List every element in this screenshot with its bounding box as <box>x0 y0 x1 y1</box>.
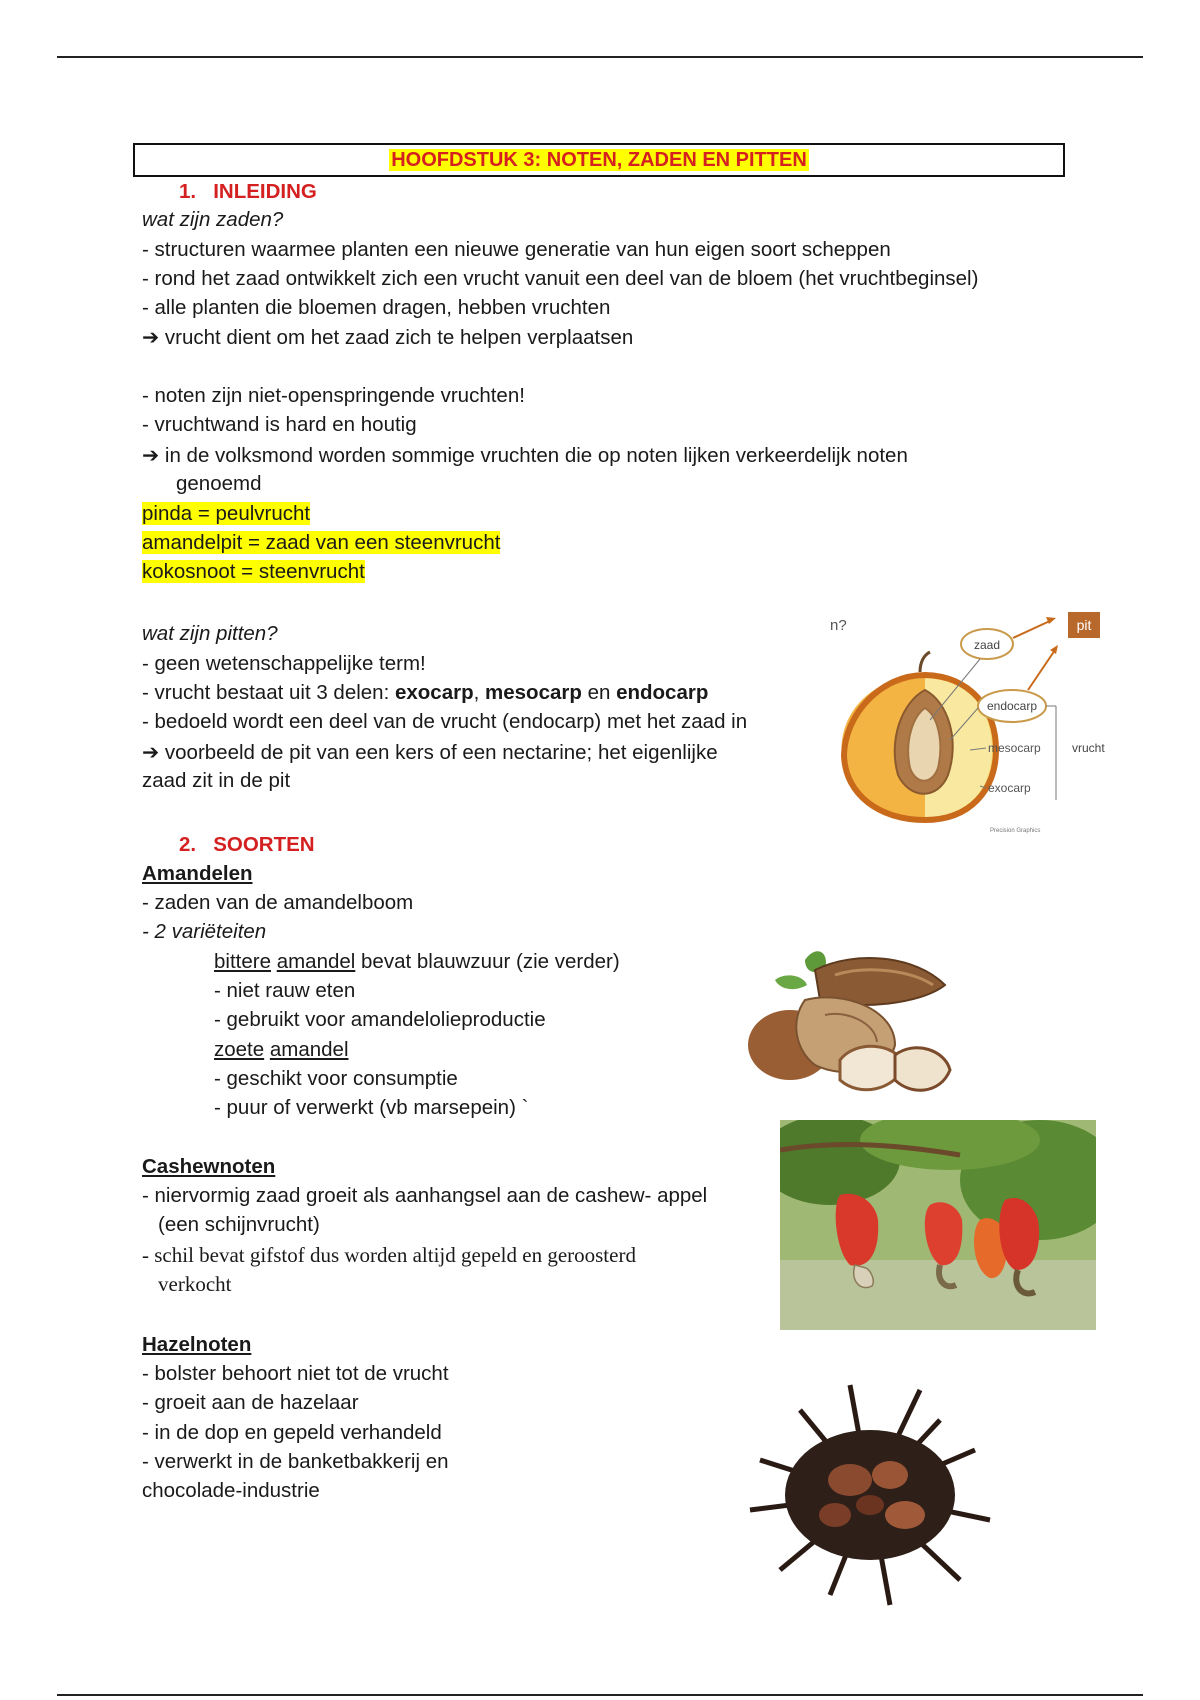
section-1-heading <box>179 180 317 204</box>
text-line: - 2 variëteiten <box>142 920 267 943</box>
text-line: - geen wetenschappelijke term! <box>142 652 426 675</box>
text-line: - zaden van de amandelboom <box>142 891 414 914</box>
text-line: chocolade-industrie <box>142 1479 320 1502</box>
section-number: 1. <box>179 180 197 203</box>
text-line: zaad zit in de pit <box>142 769 291 792</box>
subsection-hazelnoten: Hazelnoten <box>142 1333 252 1356</box>
text-span: en <box>581 681 617 704</box>
arrow-icon: ➔ <box>142 444 160 467</box>
arrow-line <box>142 740 718 765</box>
highlight-line <box>142 502 310 526</box>
chapter-title: HOOFDSTUK 3: NOTEN, ZADEN EN PITTEN <box>391 149 807 171</box>
text-line: - schil bevat gifstof dus worden altijd gepeld en geroosterd <box>142 1243 636 1267</box>
text-line <box>142 681 708 705</box>
text-line: (een schijnvrucht) <box>158 1213 320 1236</box>
highlight-text: pinda = peulvrucht <box>142 502 311 525</box>
section-title: INLEIDING <box>213 180 317 203</box>
subsection-amandelen: Amandelen <box>142 862 253 885</box>
text-line: - gebruikt voor amandelolieproductie <box>214 1008 546 1031</box>
arrow-text: vrucht dient om het zaad zich te helpen verplaatsen <box>164 326 634 349</box>
text-line: - groeit aan de hazelaar <box>142 1391 359 1414</box>
text-line: - niet rauw eten <box>214 979 356 1002</box>
highlight-line <box>142 560 365 584</box>
arrow-text: voorbeeld de pit van een kers of een nectarine; het eigenlijke <box>164 741 718 764</box>
text-line: - niervormig zaad groeit als aanhangsel aan de cashew- appel <box>142 1184 708 1207</box>
text-line: - vruchtwand is hard en houtig <box>142 413 417 436</box>
section-title: SOORTEN <box>213 833 315 856</box>
text-line: genoemd <box>176 472 262 495</box>
label-mesocarp: mesocarp <box>988 741 1041 755</box>
label-zaad: zaad <box>973 638 1001 652</box>
text-line: - verwerkt in de banketbakkerij en <box>142 1450 449 1473</box>
bold-term: mesocarp <box>485 681 582 704</box>
question-pits: wat zijn pitten? <box>142 622 278 645</box>
section-2-heading <box>179 833 315 857</box>
arrow-line <box>142 325 633 350</box>
text-line <box>214 1038 349 1062</box>
text-line: - rond het zaad ontwikkelt zich een vrucht vanuit een deel van de bloem (het vruchtbeginsel) <box>142 267 979 290</box>
fruit-anatomy-diagram <box>820 590 1120 840</box>
chapter-title-box <box>133 143 1065 177</box>
text-line: - bedoeld wordt een deel van de vrucht (endocarp) met het zaad in <box>142 710 748 733</box>
highlight-text: amandelpit = zaad van een steenvrucht <box>142 531 501 554</box>
label-vrucht: vrucht <box>1072 741 1105 755</box>
text-span: bevat blauwzuur (zie verder) <box>355 950 620 973</box>
cashew-photo <box>780 1120 1096 1330</box>
text-line: verkocht <box>158 1272 232 1296</box>
text-line <box>214 950 620 974</box>
section-number: 2. <box>179 833 197 856</box>
header-rule <box>57 56 1143 58</box>
label-endocarp: endocarp <box>986 699 1038 713</box>
subsection-cashewnoten: Cashewnoten <box>142 1155 276 1178</box>
underlined-term: bittere <box>214 950 271 973</box>
almond-photo <box>745 930 975 1105</box>
text-line: - alle planten die bloemen dragen, hebben vruchten <box>142 296 611 319</box>
underlined-term: amandel <box>276 950 356 973</box>
highlight-line <box>142 531 500 555</box>
text-line: - puur of verwerkt (vb marsepein) ` <box>214 1096 529 1119</box>
image-credit: Precision Graphics <box>990 828 1041 834</box>
arrow-text: in de volksmond worden sommige vruchten die op noten lijken verkeerdelijk noten <box>164 444 908 467</box>
highlight-text: kokosnoot = steenvrucht <box>142 560 365 583</box>
arrow-icon: ➔ <box>142 741 160 764</box>
text-line: - bolster behoort niet tot de vrucht <box>142 1362 449 1385</box>
question-seeds: wat zijn zaden? <box>142 208 284 231</box>
text-span: , <box>473 681 486 704</box>
arrow-line <box>142 443 908 468</box>
text-line: - structuren waarmee planten een nieuwe generatie van hun eigen soort scheppen <box>142 238 891 261</box>
text-line: - noten zijn niet-openspringende vruchten! <box>142 384 525 407</box>
underlined-term: amandel <box>269 1038 349 1061</box>
label-exocarp: exocarp <box>988 781 1031 795</box>
text-span: - vrucht bestaat uit 3 delen: <box>142 681 395 704</box>
bold-term: endocarp <box>616 681 709 704</box>
arrow-icon: ➔ <box>142 326 160 349</box>
text-line: - geschikt voor consumptie <box>214 1067 458 1090</box>
footer-rule <box>57 1694 1143 1696</box>
text-line: - in de dop en gepeld verhandeld <box>142 1421 442 1444</box>
hazelnut-photo <box>740 1380 1000 1610</box>
underlined-term: zoete <box>214 1038 265 1061</box>
bold-term: exocarp <box>394 681 474 704</box>
label-pit: pit <box>1076 617 1092 633</box>
diagram-partial-text: n? <box>830 617 847 634</box>
